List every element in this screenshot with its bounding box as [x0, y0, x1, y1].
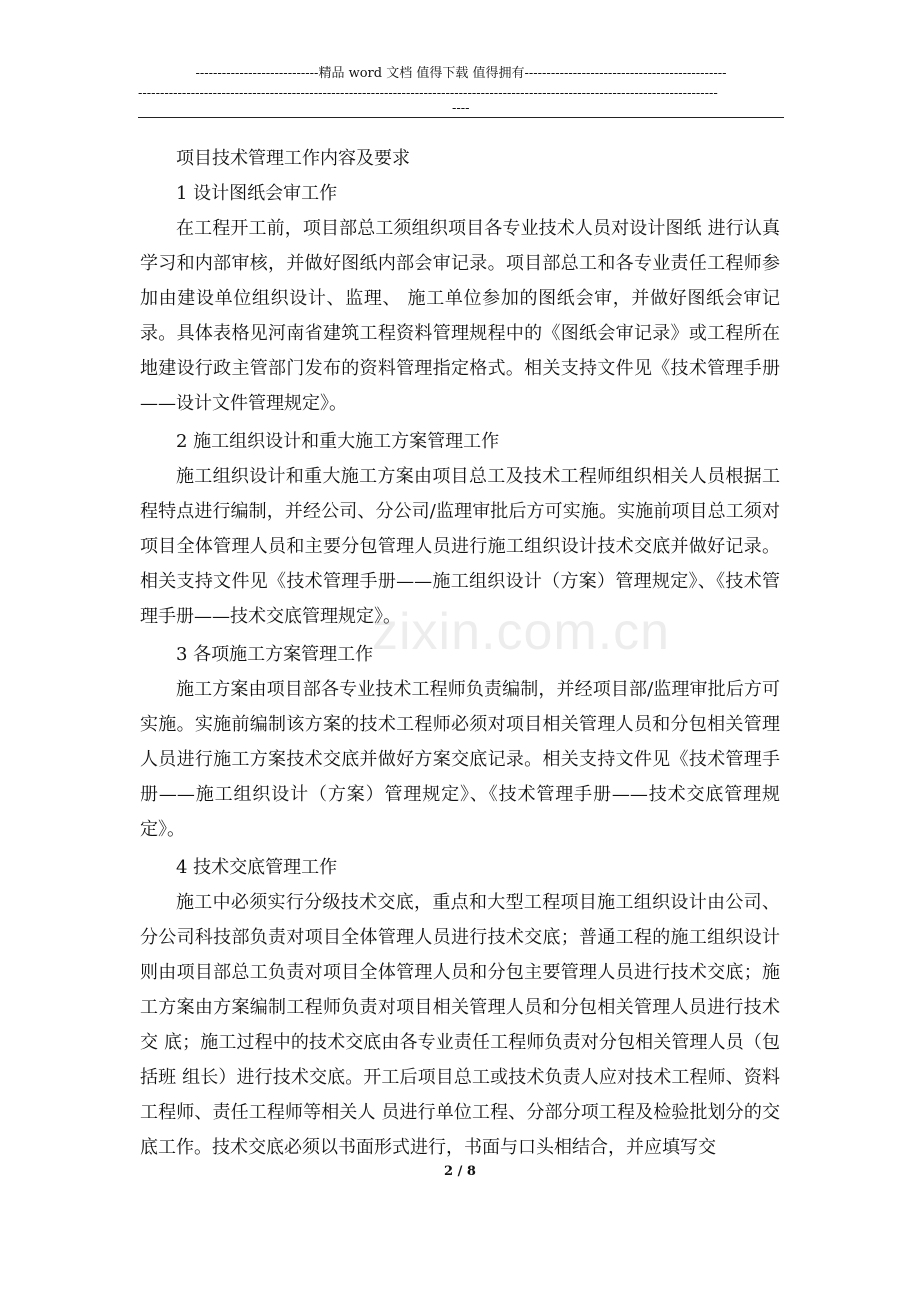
header-dash-tail: ---- [452, 101, 470, 116]
section-heading: 4 技术交底管理工作 [176, 857, 338, 878]
section-body: 施工方案由项目部各专业技术工程师负责编制，并经项目部/监理审批后方可实施。实施前编制该方案的技术工程师必须对项目相关管理人员和分包相关管理人员进行施工方案技术交底并做好方案交底记录。相关支持文件见《技术管理手册——施工组织设计（方案）管理规定》、《技术管理手册——技术交底管理规定》。 [140, 679, 780, 840]
section-body: 在工程开工前，项目部总工须组织项目各专业技术人员对设计图纸 进行认真学习和内部审核，并做好图纸内部会审记录。项目部总工和各专业责任工程师参加由建设单位组织设计、监理、 施工单位参加的图纸会审，并做好图纸会审记录。具体表格见河南省建筑工程资料管理规程中的《图纸会审记录》或工程所在地建设行政主管部门发布的资料管理指定格式。相关支持文件见《技术管理手册——设计文件管理规定》。 [140, 218, 780, 414]
section-heading: 3 各项施工方案管理工作 [176, 644, 374, 665]
section-body: 施工中必须实行分级技术交底，重点和大型工程项目施工组织设计由公司、分公司科技部负责对项目全体管理人员进行技术交底；普通工程的施工组织设计则由项目部总工负责对项目全体管理人员和分包主要管理人员进行技术交底；施工方案由方案编制工程师负责对项目相关管理人员和分包相关管理人员进行技术交 底；施工过程中的技术交底由各专业责任工程师负责对分包相关管理人员（包括班 组长）进行技术交底。开工后项目总工或技术负责人应对技术工程师、资料工程师、责任工程师等相关人 员进行单位工程、分部分项工程及检验批划分的交底工作。技术交底必须以书面形式进行，书面与口头相结合，并应填写交 [140, 892, 780, 1158]
header-rule [138, 117, 784, 118]
page-number: 2 / 8 [444, 1164, 476, 1179]
watermark: zixin.com.cn [372, 603, 671, 661]
section-body: 施工组织设计和重大施工方案由项目总工及技术工程师组织相关人员根据工程特点进行编制，并经公司、分公司/监理审批后方可实施。实施前项目总工须对项目全体管理人员和主要分包管理人员进行施工组织设计技术交底并做好记录。相关支持文件见《技术管理手册——施工组织设计（方案）管理规定》、《技术管理手册——技术交底管理规定》。 [140, 466, 780, 627]
document-title: 项目技术管理工作内容及要求 [176, 148, 410, 169]
header-dash-line: ------------------------------------------------------------------------------------------------------------------------------------ [138, 86, 718, 101]
header-banner: ----------------------------精品 word 文档 值得下载 值得拥有---------------------------------------------- [195, 66, 727, 81]
section-heading: 2 施工组织设计和重大施工方案管理工作 [176, 431, 500, 452]
section-heading: 1 设计图纸会审工作 [176, 183, 338, 204]
document-body [140, 141, 780, 1165]
